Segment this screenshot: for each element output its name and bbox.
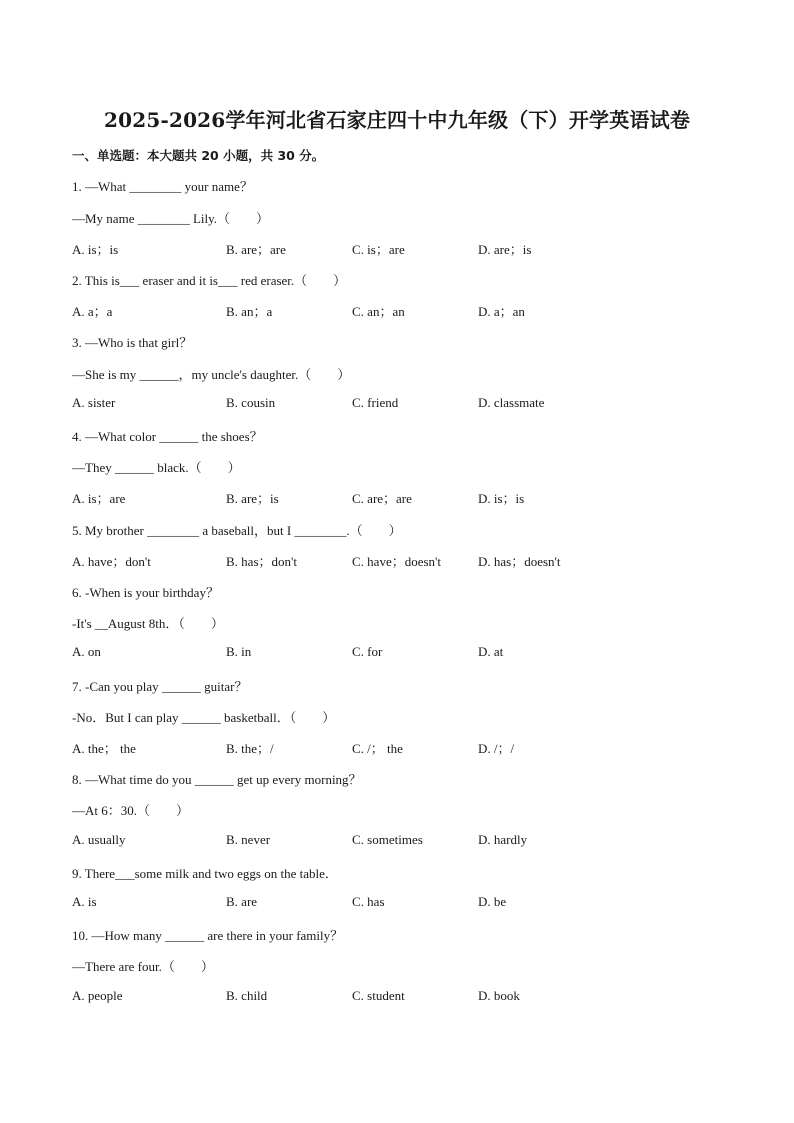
option-b: B. are；are [226,242,286,257]
question-line: 3. —Who is that girl？ [72,335,193,350]
option-b: B. in [226,644,252,659]
question-line: 10. —How many ______ are there in your family？ [72,928,344,943]
question-line: -It's __August 8th．（ ） [72,616,224,631]
question-line: —They ______ black.（ ） [72,460,241,475]
option-a: A. a；a [72,304,113,319]
question-line: 4. —What color ______ the shoes？ [72,429,263,444]
options-row [72,988,722,1006]
question-line: 9. There___some milk and two eggs on the table． [72,866,338,881]
option-d: D. book [478,988,520,1003]
option-c: C. for [352,644,383,659]
question-line: 8. —What time do you ______ get up every morning？ [72,772,362,787]
option-b: B. never [226,832,271,847]
option-d: D. are；is [478,242,532,257]
option-d: D. classmate [478,395,545,410]
option-d: D. at [478,644,504,659]
option-d: D. a；an [478,304,525,319]
option-c: C. friend [352,395,399,410]
option-c: C. has [352,894,385,909]
options-row [72,301,722,319]
options-row [72,894,722,912]
question-line: —There are four.（ ） [72,959,214,974]
question-line: —At 6：30.（ ） [72,803,190,818]
question-line: 7. -Can you play ______ guitar？ [72,679,248,694]
option-b: B. child [226,988,268,1003]
option-c: C. an；an [352,304,405,319]
options-row [72,738,722,756]
option-d: D. hardly [478,832,528,847]
question-line: —My name ________ Lily.（ ） [72,211,270,226]
option-c: C. sometimes [352,832,423,847]
option-c: C. /； the [352,741,403,756]
options-row [72,832,722,850]
option-a: A. is；is [72,242,119,257]
option-b: B. the；/ [226,741,274,756]
option-a: A. on [72,644,101,659]
question-line: 6. -When is your birthday？ [72,585,219,600]
option-a: A. usually [72,832,126,847]
section-header: 一、单选题：本大题共 20 小题，共 30 分。 [72,148,325,163]
option-a: A. is；are [72,491,126,506]
option-c: C. student [352,988,405,1003]
options-row [72,395,722,413]
option-b: B. an；a [226,304,273,319]
option-d: D. has；doesn't [478,554,561,569]
option-c: C. have；doesn't [352,554,441,569]
options-row [72,239,722,257]
option-c: C. are；are [352,491,412,506]
question-line: —She is my ______，my uncle's daughter.（ ） [72,367,351,382]
options-row [72,644,722,662]
option-a: A. the； the [72,741,136,756]
option-b: B. are；is [226,491,279,506]
option-a: A. have；don't [72,554,151,569]
question-line: 5. My brother ________ a baseball，but I ________.（ ） [72,523,402,538]
question-line: -No．But I can play ______ basketball．（ ） [72,710,336,725]
option-a: A. sister [72,395,116,410]
exam-title: 2025-2026学年河北省石家庄四十中九年级（下）开学英语试卷 [103,108,691,132]
option-d: D. /；/ [478,741,515,756]
option-a: A. people [72,988,123,1003]
options-row [72,551,722,569]
option-b: B. has；don't [226,554,297,569]
option-d: D. is；is [478,491,525,506]
option-b: B. are [226,894,258,909]
option-a: A. is [72,894,97,909]
question-line: 2. This is___ eraser and it is___ red eraser.（ ） [72,273,347,288]
option-c: C. is；are [352,242,405,257]
option-d: D. be [478,894,507,909]
options-row [72,488,722,506]
question-line: 1. —What ________ your name？ [72,179,253,194]
option-b: B. cousin [226,395,276,410]
